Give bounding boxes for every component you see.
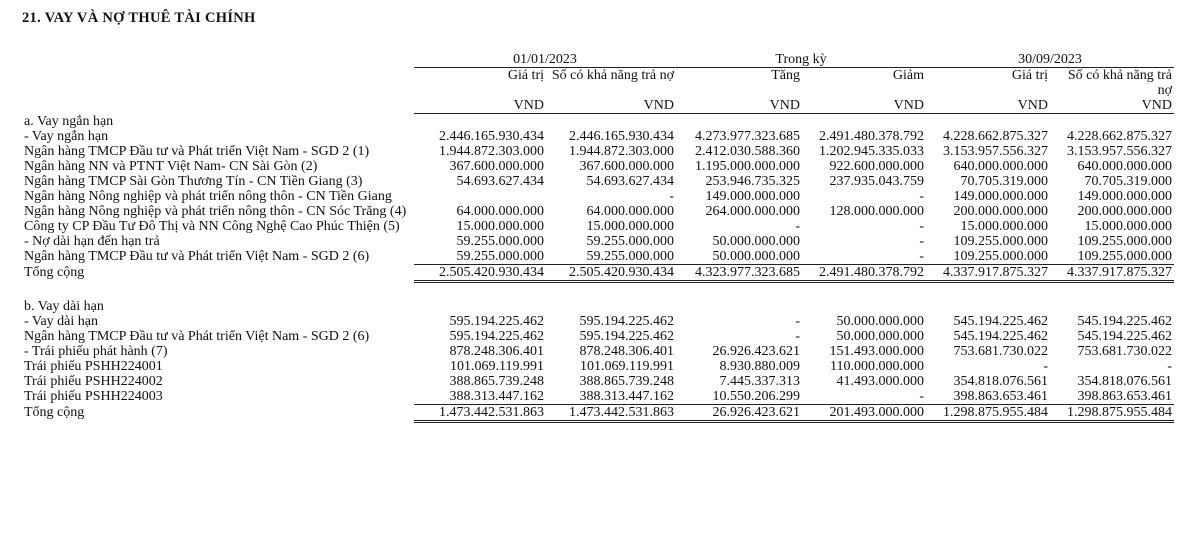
amount-cell: - bbox=[795, 314, 800, 329]
section-short-term bbox=[22, 114, 1174, 282]
amount-cell: 26.926.423.621 bbox=[712, 344, 800, 359]
amount-cell: 15.000.000.000 bbox=[1084, 219, 1173, 234]
amount-cell: - bbox=[919, 249, 925, 264]
row-label: Công ty CP Đầu Tư Đô Thị và NN Công Nghệ Cao Phúc Thiện (5) bbox=[24, 219, 400, 234]
col-increase: Tăng bbox=[771, 68, 800, 83]
total-amount-cell: 26.926.423.621 bbox=[676, 405, 802, 422]
unit-label: VND bbox=[802, 98, 926, 114]
amount-cell: 109.255.000.000 bbox=[953, 249, 1049, 264]
amount-cell: 64.000.000.000 bbox=[456, 204, 544, 219]
amount-cell: 149.000.000.000 bbox=[1077, 189, 1173, 204]
row-label: Ngân hàng TMCP Đầu tư và Phát triển Việt Nam - SGD 2 (1) bbox=[24, 144, 370, 159]
total-amount-cell: 1.473.442.531.863 bbox=[546, 405, 676, 422]
section-title-short-term: a. Vay ngắn hạn bbox=[24, 114, 114, 129]
amount-cell: 50.000.000.000 bbox=[836, 329, 925, 344]
total-label: Tổng cộng bbox=[24, 264, 85, 280]
amount-cell: 59.255.000.000 bbox=[456, 234, 544, 249]
amount-cell: 367.600.000.000 bbox=[449, 159, 544, 174]
amount-cell: - bbox=[669, 189, 674, 204]
row-label: Trái phiếu PSHH224001 bbox=[24, 359, 163, 374]
amount-cell: 1.202.945.335.033 bbox=[819, 144, 925, 159]
amount-cell: 4.228.662.875.327 bbox=[943, 129, 1049, 144]
col-repayable-closing: Số có khả năng trả nợ bbox=[1067, 68, 1173, 98]
amount-cell: 545.194.225.462 bbox=[1077, 314, 1173, 329]
amount-cell: 101.069.119.991 bbox=[580, 359, 674, 374]
unit-label: VND bbox=[546, 98, 676, 114]
amount-cell: 41.493.000.000 bbox=[836, 374, 925, 389]
table-row bbox=[22, 159, 1174, 174]
amount-cell: 7.445.337.313 bbox=[719, 374, 800, 389]
amount-cell: 151.493.000.000 bbox=[829, 344, 925, 359]
total-row bbox=[22, 405, 1174, 422]
amount-cell: - bbox=[1167, 359, 1173, 374]
amount-cell: 50.000.000.000 bbox=[712, 249, 800, 264]
row-label: Ngân hàng Nông nghiệp và phát triển nông thôn - CN Tiền Giang bbox=[24, 189, 392, 204]
row-label: - Vay dài hạn bbox=[24, 314, 98, 329]
row-label: - Trái phiếu phát hành (7) bbox=[24, 344, 168, 359]
col-value: Giá trị bbox=[507, 68, 544, 83]
amount-cell: 595.194.225.462 bbox=[449, 314, 544, 329]
total-amount-cell: 2.505.420.930.434 bbox=[546, 265, 676, 282]
subtotal-row bbox=[22, 234, 1174, 249]
amount-cell: 64.000.000.000 bbox=[586, 204, 674, 219]
unit-row bbox=[22, 98, 1174, 114]
row-label: - Vay ngắn hạn bbox=[24, 129, 109, 144]
table-row bbox=[22, 389, 1174, 405]
amount-cell: 2.446.165.930.434 bbox=[439, 129, 544, 144]
amount-cell: 367.600.000.000 bbox=[579, 159, 674, 174]
col-repayable: Số có khả năng trả nợ bbox=[551, 68, 674, 83]
total-amount-cell: 1.473.442.531.863 bbox=[414, 405, 546, 422]
amount-cell: - bbox=[919, 219, 925, 234]
amount-cell: 398.863.653.461 bbox=[1077, 389, 1173, 404]
col-value-closing: Giá trị bbox=[1011, 68, 1049, 83]
period-in-period: Trong kỳ bbox=[676, 52, 926, 68]
row-label: Trái phiếu PSHH224002 bbox=[24, 374, 163, 389]
table-row bbox=[22, 359, 1174, 374]
total-amount-cell: 1.298.875.955.484 bbox=[1050, 405, 1174, 422]
amount-cell: 2.491.480.378.792 bbox=[819, 129, 925, 144]
amount-cell: 2.446.165.930.434 bbox=[569, 129, 674, 144]
total-amount-cell: 1.298.875.955.484 bbox=[926, 405, 1050, 422]
row-label: Ngân hàng NN và PTNT Việt Nam- CN Sài Gòn (2) bbox=[24, 159, 318, 174]
section-long-term bbox=[22, 299, 1174, 422]
amount-cell: 101.069.119.991 bbox=[450, 359, 544, 374]
section-spacer bbox=[22, 282, 1174, 300]
amount-cell: 15.000.000.000 bbox=[456, 219, 544, 234]
row-label: Ngân hàng TMCP Sài Gòn Thương Tín - CN Tiền Giang (3) bbox=[24, 174, 363, 189]
subtotal-row bbox=[22, 314, 1174, 329]
amount-cell: 70.705.319.000 bbox=[960, 174, 1049, 189]
amount-cell: 595.194.225.462 bbox=[449, 329, 544, 344]
amount-cell: 398.863.653.461 bbox=[953, 389, 1049, 404]
amount-cell: 354.818.076.561 bbox=[953, 374, 1049, 389]
amount-cell: 128.000.000.000 bbox=[829, 204, 925, 219]
section-title-row bbox=[22, 114, 1174, 130]
amount-cell: 237.935.043.759 bbox=[829, 174, 925, 189]
unit-label: VND bbox=[1050, 98, 1174, 114]
amount-cell: 50.000.000.000 bbox=[836, 314, 925, 329]
period-opening: 01/01/2023 bbox=[414, 52, 676, 68]
amount-cell: 8.930.880.009 bbox=[719, 359, 800, 374]
amount-cell: 15.000.000.000 bbox=[960, 219, 1049, 234]
amount-cell: 878.248.306.401 bbox=[579, 344, 674, 359]
amount-cell: 595.194.225.462 bbox=[579, 314, 674, 329]
row-label: - Nợ dài hạn đến hạn trả bbox=[24, 234, 160, 249]
table-row bbox=[22, 219, 1174, 234]
table-row bbox=[22, 329, 1174, 344]
amount-cell: - bbox=[795, 329, 800, 344]
amount-cell: - bbox=[795, 219, 800, 234]
amount-cell: 264.000.000.000 bbox=[705, 204, 800, 219]
amount-cell: 149.000.000.000 bbox=[705, 189, 800, 204]
column-header-row bbox=[22, 68, 1174, 99]
amount-cell: 59.255.000.000 bbox=[456, 249, 544, 264]
total-row bbox=[22, 265, 1174, 282]
section-title-long-term: b. Vay dài hạn bbox=[24, 299, 104, 314]
section-title-row bbox=[22, 299, 1174, 314]
amount-cell: 1.944.872.303.000 bbox=[569, 144, 674, 159]
amount-cell: 54.693.627.434 bbox=[456, 174, 544, 189]
total-amount-cell: 2.505.420.930.434 bbox=[414, 265, 546, 282]
amount-cell: - bbox=[919, 389, 925, 404]
spacer-row bbox=[22, 282, 1174, 300]
amount-cell: 3.153.957.556.327 bbox=[1067, 144, 1173, 159]
amount-cell: 15.000.000.000 bbox=[586, 219, 674, 234]
amount-cell: 1.195.000.000.000 bbox=[695, 159, 800, 174]
unit-label: VND bbox=[926, 98, 1050, 114]
amount-cell: 388.865.739.248 bbox=[449, 374, 544, 389]
amount-cell: 545.194.225.462 bbox=[1077, 329, 1173, 344]
amount-cell: 878.248.306.401 bbox=[449, 344, 544, 359]
row-label: Ngân hàng TMCP Đầu tư và Phát triển Việt Nam - SGD 2 (6) bbox=[24, 249, 370, 264]
total-amount-cell: 201.493.000.000 bbox=[802, 405, 926, 422]
amount-cell: 640.000.000.000 bbox=[953, 159, 1049, 174]
amount-cell: 388.865.739.248 bbox=[579, 374, 674, 389]
total-amount-cell: 4.337.917.875.327 bbox=[926, 265, 1050, 282]
amount-cell: - bbox=[1043, 359, 1049, 374]
amount-cell: 545.194.225.462 bbox=[953, 329, 1049, 344]
amount-cell: 10.550.206.299 bbox=[712, 389, 800, 404]
table-row bbox=[22, 374, 1174, 389]
subtotal-row bbox=[22, 129, 1174, 144]
note-title: 21. VAY VÀ NỢ THUÊ TÀI CHÍNH bbox=[22, 10, 256, 26]
row-label: Ngân hàng TMCP Đầu tư và Phát triển Việt Nam - SGD 2 (6) bbox=[24, 329, 370, 344]
table-row bbox=[22, 189, 1174, 204]
amount-cell: 110.000.000.000 bbox=[830, 359, 925, 374]
loans-table bbox=[22, 52, 1174, 423]
table-row bbox=[22, 174, 1174, 189]
amount-cell bbox=[414, 189, 546, 204]
total-amount-cell: 4.337.917.875.327 bbox=[1050, 265, 1174, 282]
amount-cell: 149.000.000.000 bbox=[953, 189, 1049, 204]
subtotal-row bbox=[22, 344, 1174, 359]
row-label: Ngân hàng Nông nghiệp và phát triển nông thôn - CN Sóc Trăng (4) bbox=[24, 204, 407, 219]
amount-cell: 354.818.076.561 bbox=[1077, 374, 1173, 389]
unit-blank bbox=[22, 98, 414, 114]
amount-cell: 640.000.000.000 bbox=[1077, 159, 1173, 174]
period-closing: 30/09/2023 bbox=[926, 52, 1174, 68]
amount-cell: 253.946.735.325 bbox=[705, 174, 800, 189]
spacer-cell bbox=[22, 282, 1174, 300]
amount-cell: 54.693.627.434 bbox=[586, 174, 674, 189]
amount-cell: 4.273.977.323.685 bbox=[695, 129, 800, 144]
amount-cell: 595.194.225.462 bbox=[579, 329, 674, 344]
amount-cell: 388.313.447.162 bbox=[449, 389, 544, 404]
amount-cell: 109.255.000.000 bbox=[953, 234, 1049, 249]
amount-cell: 200.000.000.000 bbox=[1077, 204, 1173, 219]
amount-cell: 50.000.000.000 bbox=[712, 234, 800, 249]
amount-cell: 753.681.730.022 bbox=[953, 344, 1049, 359]
amount-cell: 200.000.000.000 bbox=[953, 204, 1049, 219]
table-row bbox=[22, 249, 1174, 265]
amount-cell: 109.255.000.000 bbox=[1077, 249, 1173, 264]
unit-label: VND bbox=[414, 98, 546, 114]
amount-cell: 753.681.730.022 bbox=[1077, 344, 1173, 359]
row-label: Trái phiếu PSHH224003 bbox=[24, 389, 163, 404]
amount-cell: - bbox=[919, 189, 925, 204]
amount-cell: 1.944.872.303.000 bbox=[439, 144, 544, 159]
header-blank bbox=[22, 68, 414, 99]
amount-cell: 109.255.000.000 bbox=[1077, 234, 1173, 249]
col-decrease: Giảm bbox=[892, 68, 925, 83]
amount-cell: - bbox=[919, 234, 925, 249]
amount-cell: 545.194.225.462 bbox=[953, 314, 1049, 329]
header-blank bbox=[22, 52, 414, 68]
total-amount-cell: 2.491.480.378.792 bbox=[802, 265, 926, 282]
period-header-row bbox=[22, 52, 1174, 68]
total-amount-cell: 4.323.977.323.685 bbox=[676, 265, 802, 282]
amount-cell: 3.153.957.556.327 bbox=[943, 144, 1049, 159]
amount-cell: 4.228.662.875.327 bbox=[1067, 129, 1173, 144]
amount-cell: 59.255.000.000 bbox=[586, 249, 674, 264]
table-row bbox=[22, 144, 1174, 159]
table-row bbox=[22, 204, 1174, 219]
amount-cell: 922.600.000.000 bbox=[829, 159, 925, 174]
total-label: Tổng cộng bbox=[24, 404, 85, 420]
amount-cell: 70.705.319.000 bbox=[1084, 174, 1173, 189]
unit-label: VND bbox=[676, 98, 802, 114]
amount-cell: 59.255.000.000 bbox=[586, 234, 674, 249]
amount-cell: 2.412.030.588.360 bbox=[695, 144, 800, 159]
amount-cell: 388.313.447.162 bbox=[579, 389, 674, 404]
